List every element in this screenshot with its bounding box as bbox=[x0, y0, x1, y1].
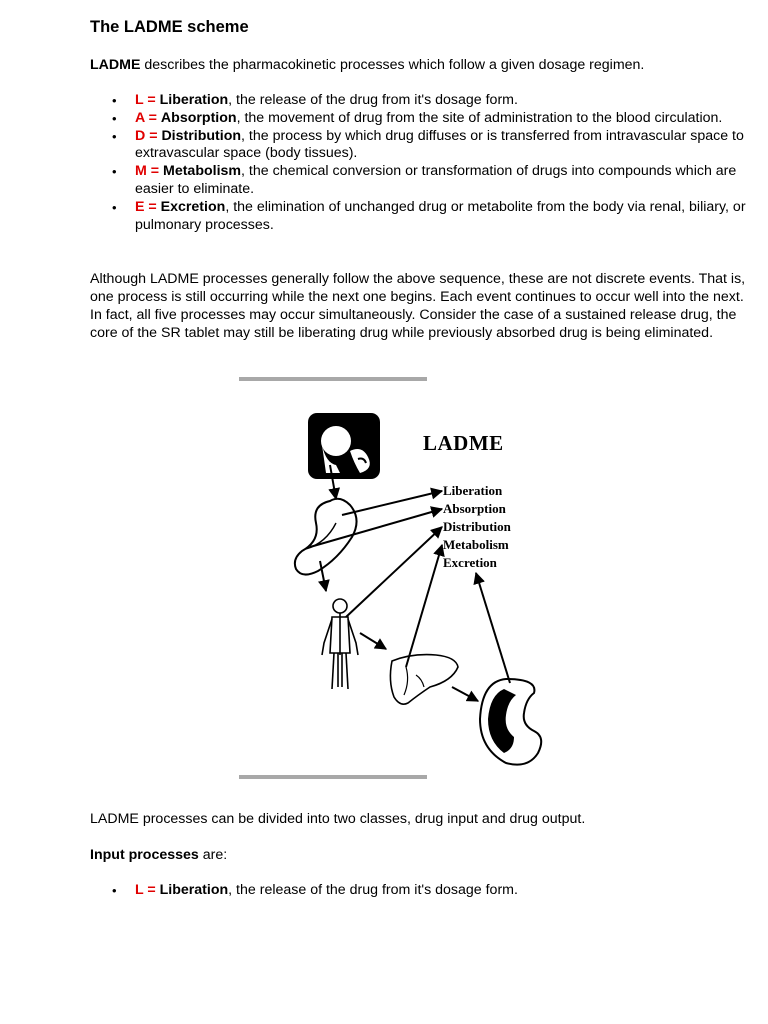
input-heading bbox=[90, 847, 227, 863]
input-heading-text: are: bbox=[198, 847, 228, 863]
list-item-liberation bbox=[90, 92, 758, 110]
list-letter: E = bbox=[135, 198, 157, 215]
divider-top bbox=[239, 377, 427, 381]
arrow-excretion bbox=[476, 573, 510, 683]
figure-title: LADME bbox=[423, 431, 504, 455]
list-term: Metabolism bbox=[163, 163, 242, 180]
list-desc: , the release of the drug from it's dosage form. bbox=[228, 882, 518, 898]
list-term: Liberation bbox=[159, 92, 229, 108]
label-absorption: Absorption bbox=[443, 501, 506, 516]
divider-bottom bbox=[239, 775, 427, 779]
label-distribution: Distribution bbox=[443, 519, 511, 534]
eating-icon bbox=[308, 413, 380, 479]
arrow-metabolism bbox=[406, 545, 442, 667]
label-excretion: Excretion bbox=[443, 555, 497, 570]
arrow-absorption bbox=[310, 509, 442, 547]
ladme-list bbox=[90, 92, 758, 234]
list-desc: , the elimination of unchanged drug or metabolite from the body via renal, biliary, or pulmonary processes. bbox=[135, 198, 746, 233]
arrow-liberation bbox=[342, 491, 442, 515]
label-liberation: Liberation bbox=[443, 483, 503, 498]
list-desc: , the movement of drug from the site of administration to the blood circulation. bbox=[236, 109, 723, 126]
arrow-body-liver bbox=[360, 633, 386, 649]
list-letter: L = bbox=[135, 882, 156, 898]
list-item-distribution bbox=[90, 128, 758, 164]
list-term: Distribution bbox=[161, 127, 242, 144]
intro-paragraph bbox=[90, 57, 644, 75]
list-letter: M = bbox=[135, 163, 160, 180]
list-item-metabolism bbox=[90, 163, 758, 199]
input-list bbox=[90, 882, 758, 900]
list-item-liberation-input bbox=[90, 882, 758, 900]
kidney-icon bbox=[480, 679, 541, 765]
list-letter: A = bbox=[135, 109, 157, 126]
sequence-paragraph: Although LADME processes generally follow the above sequence, these are not discrete events. That is, one process is still occurring while the next one begins. Each event continues to occur well into the next. In fact, all five processes may occur simultaneously. Consider the case of a sustained release drug, the core of the SR tablet may still be liberating drug while previously absorbed drug is being eliminated. bbox=[90, 271, 746, 341]
liver-icon bbox=[390, 655, 458, 705]
list-letter: D = bbox=[135, 127, 158, 144]
list-term: Excretion bbox=[160, 198, 226, 215]
list-desc: , the process by which drug diffuses or is transferred from intravascular space to extravascular space (body tissues). bbox=[135, 127, 744, 162]
list-item-absorption bbox=[90, 110, 758, 128]
arrow-distribution bbox=[346, 527, 442, 617]
intro-text: describes the pharmacokinetic processes which follow a given dosage regimen. bbox=[140, 57, 645, 73]
list-letter: L = bbox=[135, 92, 156, 108]
list-item-excretion bbox=[90, 199, 758, 235]
list-term: Absorption bbox=[160, 109, 237, 126]
human-body-icon bbox=[322, 599, 358, 689]
page-title: The LADME scheme bbox=[90, 18, 249, 36]
arrow-liver-kidney bbox=[452, 687, 478, 701]
input-heading-bold: Input processes bbox=[90, 847, 199, 863]
ladme-diagram bbox=[210, 405, 511, 765]
list-term: Liberation bbox=[159, 882, 229, 898]
list-desc: , the chemical conversion or transformation of drugs into compounds which are easier to eliminate. bbox=[135, 163, 737, 197]
classes-paragraph: LADME processes can be divided into two classes, drug input and drug output. bbox=[90, 811, 586, 827]
list-desc: , the release of the drug from it's dosage form. bbox=[228, 92, 518, 108]
label-metabolism: Metabolism bbox=[443, 537, 509, 552]
intro-term: LADME bbox=[90, 57, 141, 73]
